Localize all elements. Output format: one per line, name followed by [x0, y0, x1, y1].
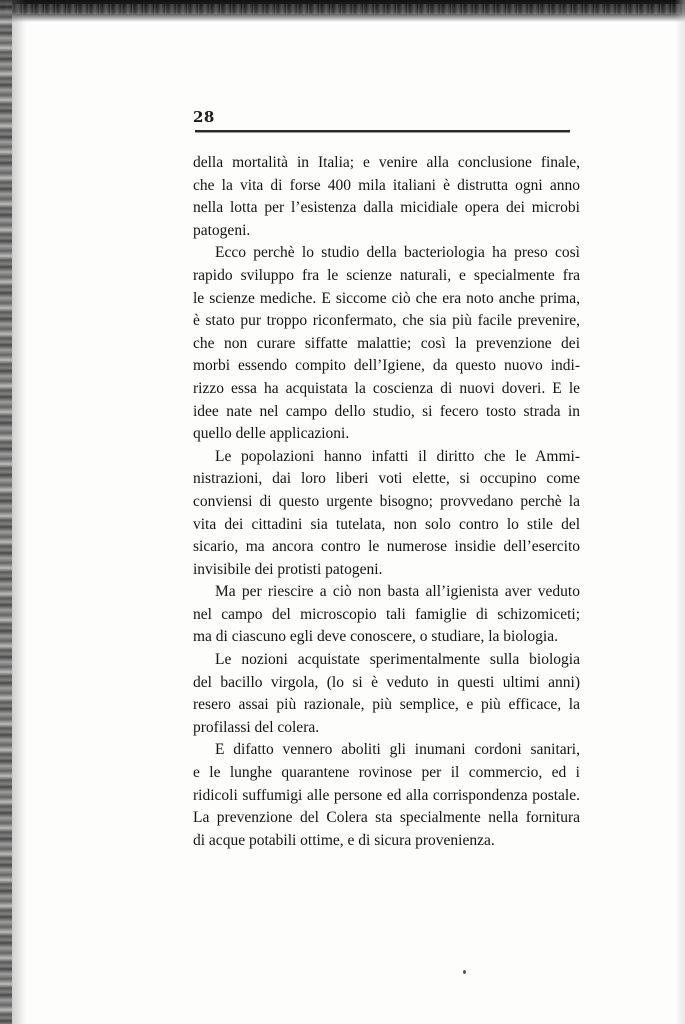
- scan-top-edge: [0, 0, 685, 22]
- text-line: Ma per riescire a ciò non basta all’igienista aver veduto: [215, 583, 580, 601]
- text-line: resero assai più razionale, più semplice, e più efficace, la: [193, 696, 580, 714]
- text-line: della mortalità in Italia; e venire alla conclusione finale,: [193, 154, 580, 171]
- scan-right-edge: [675, 0, 685, 1024]
- text-line: morbi essendo compito dell’Igiene, da questo nuovo indi-: [193, 357, 580, 375]
- text-line: quello delle applicazioni.: [193, 425, 350, 443]
- text-line: idee nate nel campo dello studio, si fecero tosto strada in: [193, 402, 580, 420]
- text-line: vita dei cittadini sia tutelata, non solo contro lo stile del: [193, 515, 580, 533]
- text-line: rapido sviluppo fra le scienze naturali, e specialmente fra: [193, 266, 580, 284]
- text-line: e le lunghe quarantene rovinose per il commercio, ed i: [193, 764, 580, 782]
- page-number: 28: [193, 108, 215, 126]
- text-line: rizzo essa ha acquistata la coscienza di nuovi doveri. E le: [193, 379, 580, 397]
- ink-speck: [463, 970, 466, 974]
- text-line: Le nozioni acquistate sperimentalmente sulla biologia: [215, 651, 580, 669]
- text-line: che la vita di forse 400 mila italiani è distrutta ogni anno: [193, 176, 580, 194]
- text-line: nel campo del microscopio tali famiglie di schizomiceti;: [193, 605, 580, 623]
- body-text: [193, 152, 580, 852]
- text-line: Ecco perchè lo studio della bacteriologia ha preso così: [215, 244, 580, 262]
- text-line: conviensi di questo urgente bisogno; provvedano perchè la: [193, 492, 580, 510]
- text-line: sicario, ma ancora contro le numerose insidie dell’esercito: [193, 538, 580, 556]
- text-line: che non curare siffatte malattie; così la prevenzione dei: [193, 334, 580, 352]
- text-line: La prevenzione del Colera sta specialmente nella fornitura: [193, 809, 580, 827]
- text-line: ridicoli suffumigi alle persone ed alla corrispondenza postale.: [193, 786, 580, 804]
- text-line: patogeni.: [193, 221, 251, 239]
- text-line: di acque potabili ottime, e di sicura provenienza.: [193, 831, 495, 849]
- text-line: ma di ciascuno egli deve conoscere, o studiare, la biologia.: [193, 628, 558, 646]
- text-line: E difatto vennero aboliti gli inumani cordoni sanitari,: [215, 741, 580, 759]
- header-rule: [195, 130, 570, 133]
- text-line: nella lotta per l’esistenza dalla micidiale opera dei microbi: [193, 199, 580, 217]
- text-line: le scienze mediche. E siccome ciò che era noto anche prima,: [193, 289, 580, 307]
- scan-binding-shadow: [12, 0, 26, 1024]
- text-line: è stato pur troppo riconfermato, che sia più facile prevenire,: [193, 312, 580, 330]
- text-line: profilassi del colera.: [193, 718, 320, 736]
- text-line: del bacillo virgola, (lo si è veduto in questi ultimi anni): [193, 673, 580, 691]
- text-line: invisibile dei protisti patogeni.: [193, 560, 383, 578]
- text-line: Le popolazioni hanno infatti il diritto che le Ammi-: [215, 447, 580, 465]
- text-line: nistrazioni, dai loro liberi voti elette, si occupino come: [193, 470, 580, 488]
- scan-binding-edge: [0, 0, 12, 1024]
